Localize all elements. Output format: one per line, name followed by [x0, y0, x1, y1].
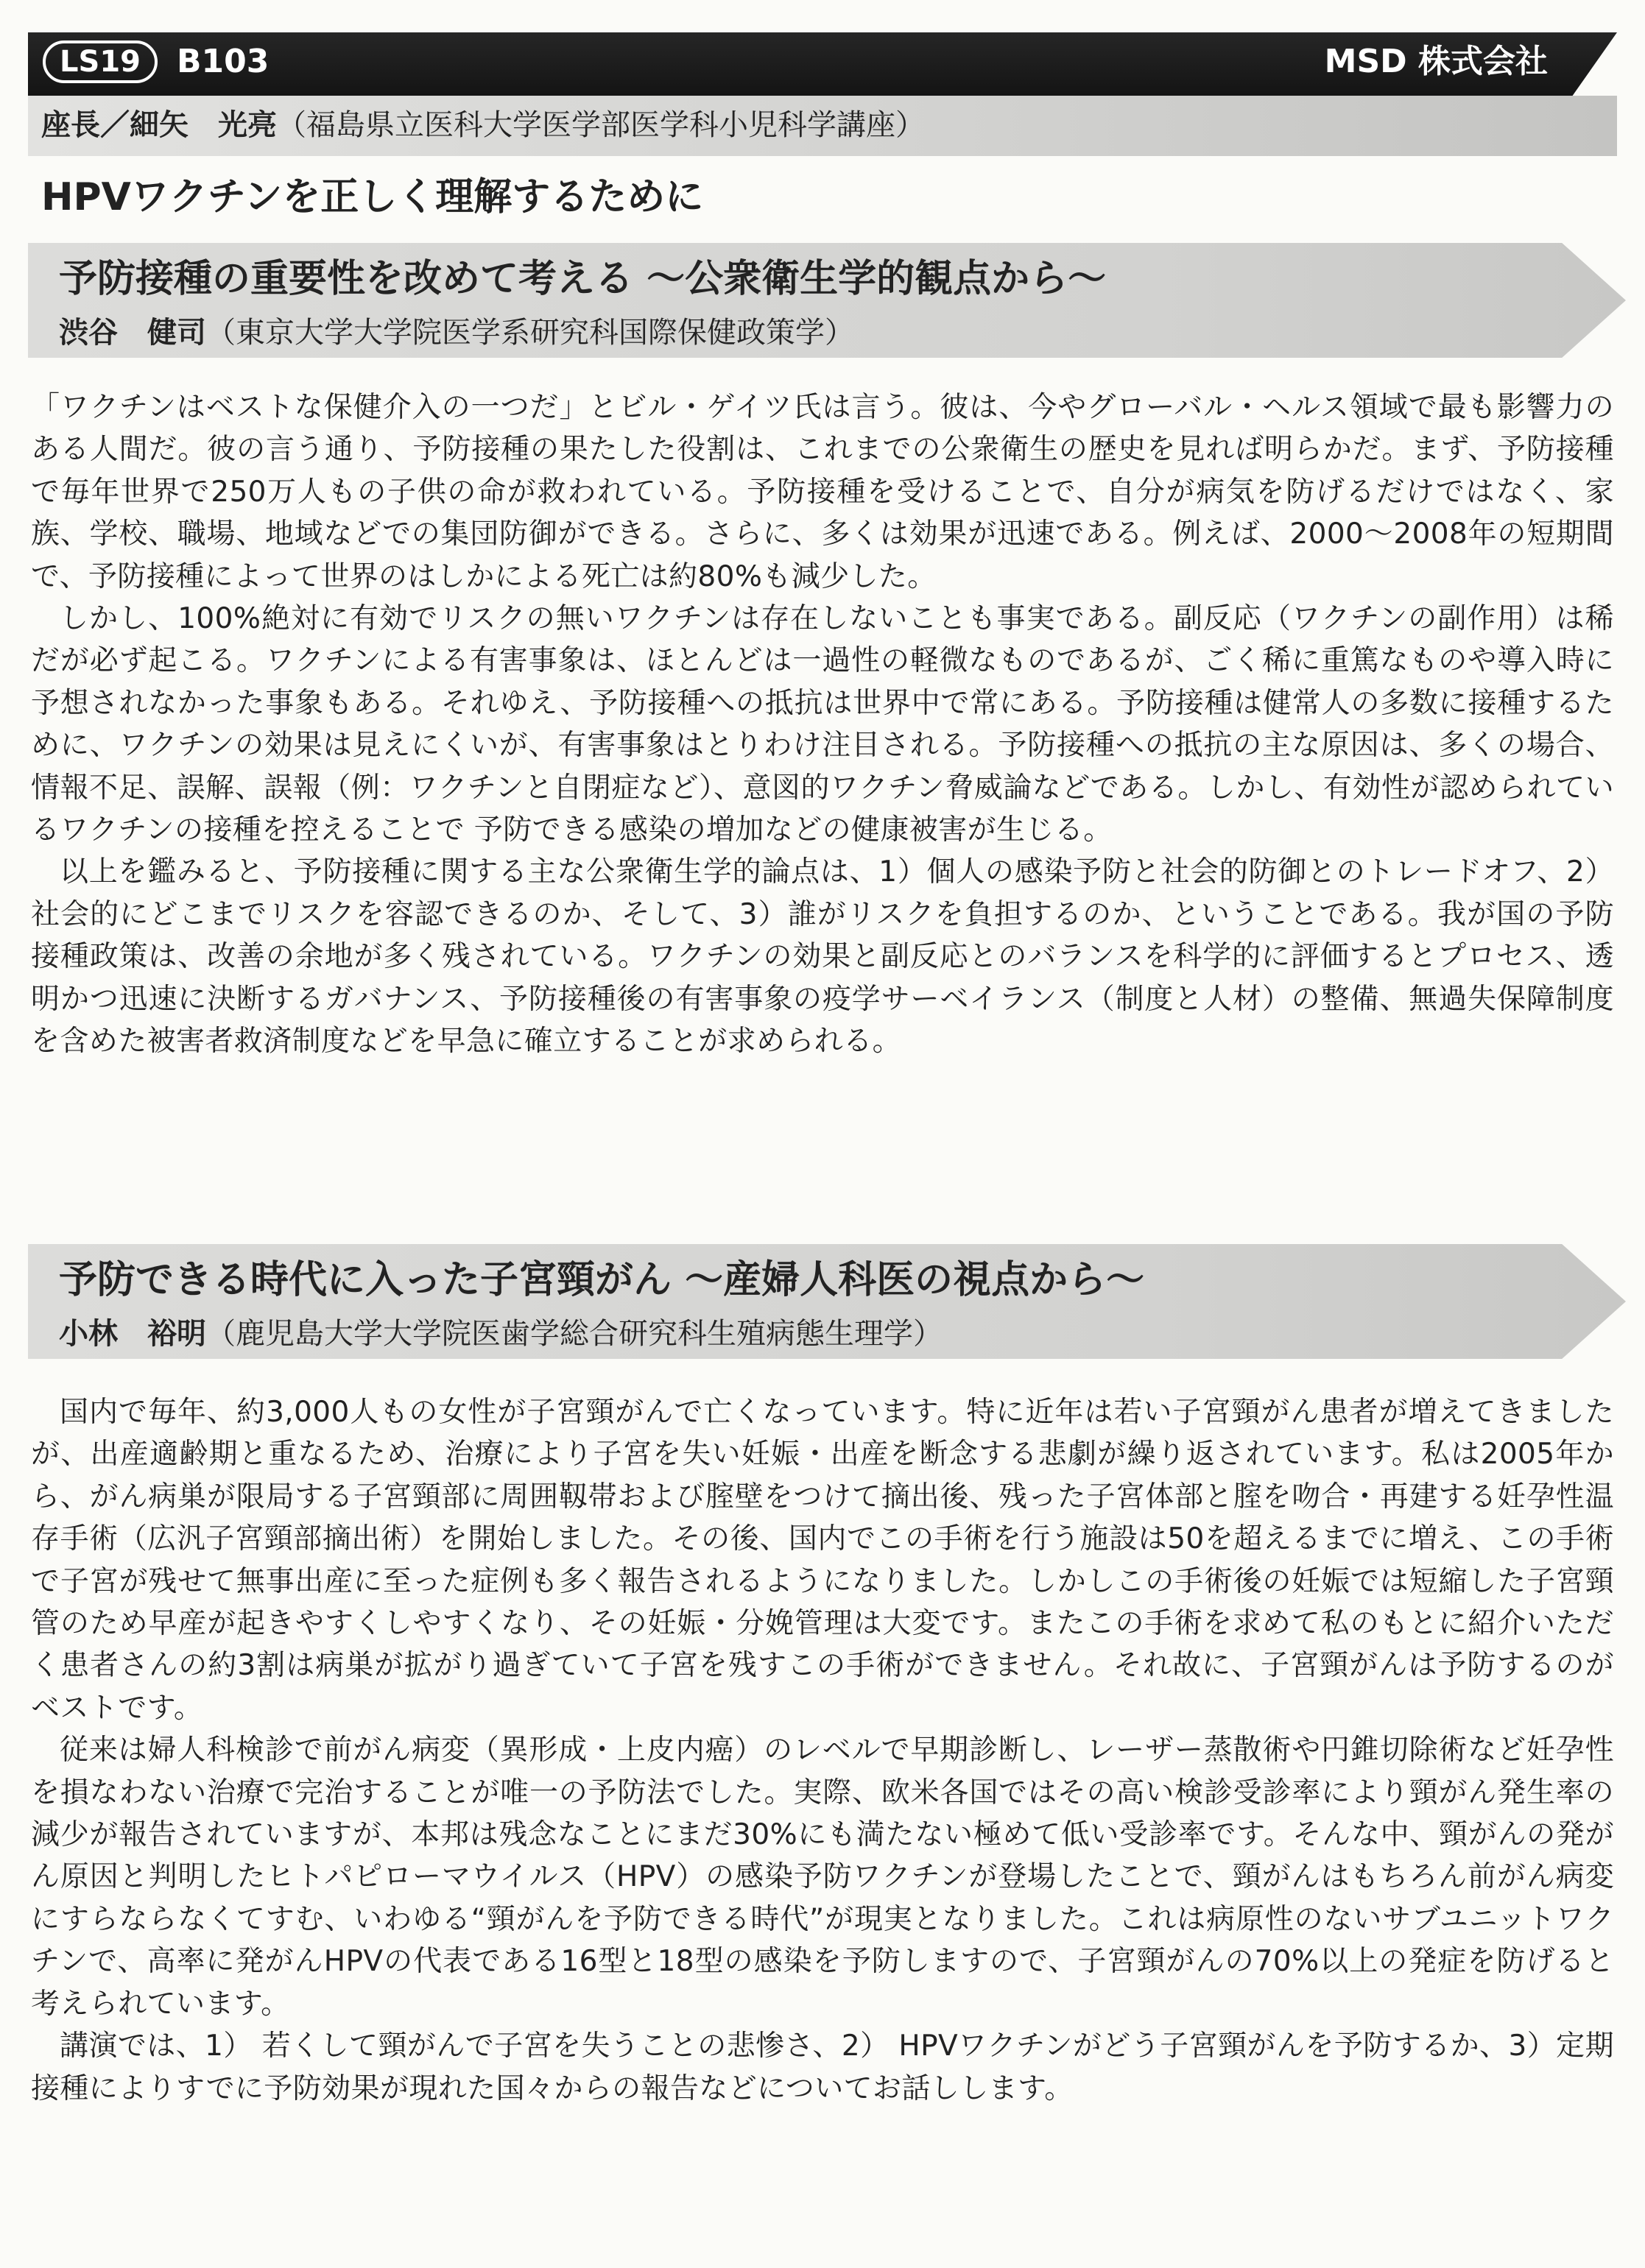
- lecture-2-speaker: [59, 1313, 943, 1354]
- sponsor-label: MSD 株式会社: [1324, 43, 1548, 80]
- chair-name: 座長／細矢 光亮: [41, 108, 277, 142]
- lecture-2-speaker-name: 小林 裕明: [59, 1317, 206, 1351]
- lecture-2-abstract: [31, 1391, 1614, 2110]
- session-code-badge: LS19: [43, 40, 158, 83]
- lecture-1-title: 予防接種の重要性を改めて考える ～公衆衛生学的観点から～: [59, 257, 1107, 301]
- lecture-1-speaker-name: 渋谷 健司: [59, 316, 206, 350]
- session-title: HPVワクチンを正しく理解するために: [41, 175, 704, 219]
- lecture-1-paragraph-1: 「ワクチンはベストな保健介入の一つだ」とビル・ゲイツ氏は言う。彼は、今やグローバル・ヘルス領域で最も影響力のある人間だ。彼の言う通り、予防接種の果たした役割は、これまでの公衆衛生の歴史を見れば明らかだ。まず、予防接種で毎年世界で250万人もの子供の命が救われている。予防接種を受けることで、自分が病気を防げるだけではなく、家族、学校、職場、地域などでの集団防御ができる。さらに、多くは効果が迅速である。例えば、2000～2008年の短期間で、予防接種によって世界のはしかによる死亡は約80%も減少した。: [31, 391, 1614, 593]
- chair-line: [41, 105, 925, 146]
- lecture-1-affiliation: （東京大学大学院医学系研究科国際保健政策学）: [206, 316, 854, 350]
- lecture-2-paragraph-3: 講演では、1） 若くして頸がんで子宮を失うことの悲惨さ、2） HPVワクチンがどう子宮頸がんを予防するか、3）定期接種によりすでに予防効果が現れた国々からの報告などについてお話しします。: [31, 2029, 1614, 2105]
- lecture-1-paragraph-3: 以上を鑑みると、予防接種に関する主な公衆衛生学的論点は、1）個人の感染予防と社会的防御とのトレードオフ、2）社会的にどこまでリスクを容認できるのか、そして、3）誰がリスクを負担するのか、ということである。我が国の予防接種政策は、改善の余地が多く残されている。ワクチンの効果と副反応とのバランスを科学的に評価するとプロセス、透明かつ迅速に決断するガバナンス、予防接種後の有害事象の疫学サーベイランス（制度と人材）の整備、無過失保障制度を含めた被害者救済制度などを早急に確立することが求められる。: [31, 855, 1614, 1059]
- lecture-1-speaker: [59, 312, 854, 353]
- lecture-2-title: 予防できる時代に入った子宮頸がん ～産婦人科医の視点から～: [59, 1258, 1145, 1302]
- chair-affiliation: （福島県立医科大学医学部医学科小児科学講座）: [277, 108, 925, 142]
- lecture-2-paragraph-1: 国内で毎年、約3,000人もの女性が子宮頸がんで亡くなっています。特に近年は若い子宮頸がん患者が増えてきましたが、出産適齢期と重なるため、治療により子宮を失い妊娠・出産を断念する悲劇が繰り返されています。私は2005年から、がん病巣が限局する子宮頸部に周囲靱帯および腟壁をつけて摘出後、残った子宮体部と腟を吻合・再建する妊孕性温存手術（広汎子宮頸部摘出術）を開始しました。その後、国内でこの手術を行う施設は50を超えるまでに増え、この手術で子宮が残せて無事出産に至った症例も多く報告されるようになりました。しかしこの手術後の妊娠では短縮した子宮頸管のため早産が起きやすくしやすくなり、その妊娠・分娩管理は大変です。またこの手術を求めて私のもとに紹介いただく患者さんの約3割は病巣が拡がり過ぎていて子宮を残すこの手術ができません。それ故に、子宮頸がんは予防するのがベストです。: [31, 1396, 1614, 1725]
- lecture-2-affiliation: （鹿児島大学大学院医歯学総合研究科生殖病態生理学）: [206, 1317, 943, 1351]
- lecture-1-paragraph-2: しかし、100%絶対に有効でリスクの無いワクチンは存在しないことも事実である。副反応（ワクチンの副作用）は稀だが必ず起こる。ワクチンによる有害事象は、ほとんどは一過性の軽微なものであるが、ごく稀に重篤なものや導入時に予想されなかった事象もある。それゆえ、予防接種への抵抗は世界中で常にある。予防接種は健常人の多数に接種するために、ワクチンの効果は見えにくいが、有害事象はとりわけ注目される。予防接種への抵抗の主な原因は、多くの場合、情報不足、誤解、誤報（例：ワクチンと自閉症など）、意図的ワクチン脅威論などである。しかし、有効性が認められているワクチンの接種を控えることで 予防できる感染の増加などの健康被害が生じる。: [31, 602, 1614, 847]
- lecture-1-abstract: [31, 386, 1614, 1063]
- room-label: B103: [177, 43, 270, 80]
- lecture-2-paragraph-2: 従来は婦人科検診で前がん病変（異形成・上皮内癌）のレベルで早期診断し、レーザー蒸散術や円錐切除術など妊孕性を損なわない治療で完治することが唯一の予防法でした。実際、欧米各国ではその高い検診受診率により頸がん発生率の減少が報告されていますが、本邦は残念なことにまだ30%にも満たない極めて低い受診率です。そんな中、頸がんの発がん原因と判明したヒトパピローマウイルス（HPV）の感染予防ワクチンが登場したことで、頸がんはもちろん前がん病変にすらならなくてすむ、いわゆる“頸がんを予防できる時代”が現実となりました。これは病原性のないサブユニットワクチンで、高率に発がんHPVの代表である16型と18型の感染を予防しますので、子宮頸がんの70%以上の発症を防げると考えられています。: [31, 1734, 1614, 2021]
